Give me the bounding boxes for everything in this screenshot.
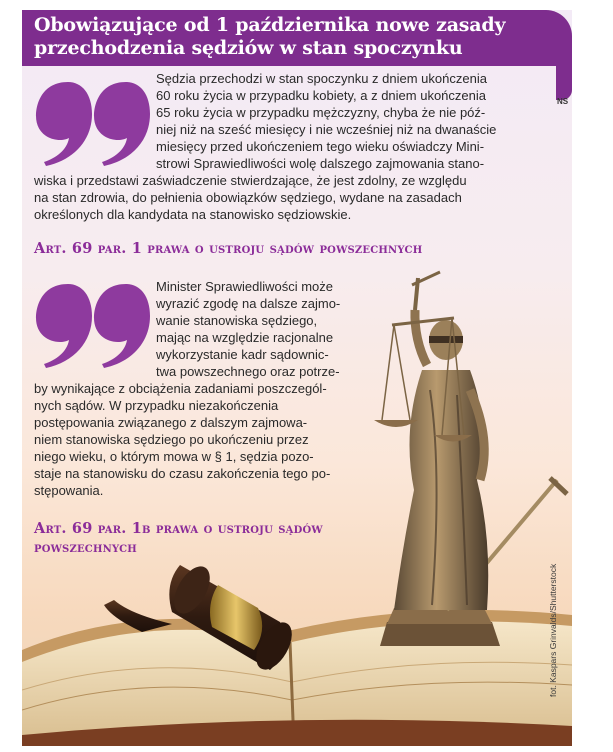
photo-credit: fot. Kaspars Grinvalds/Shutterstock bbox=[548, 563, 558, 697]
section-tag: NS bbox=[557, 97, 569, 106]
header-bar bbox=[22, 10, 572, 66]
quote-2-text bbox=[34, 278, 384, 499]
quote-1-line: strowi Sprawiedliwości wolę dalszego zajmowania stano- bbox=[156, 156, 485, 171]
quote-1-line: określonych dla kandydata na stanowisko sędziowskie. bbox=[34, 207, 352, 222]
quote-2-line: wyrazić zgodę na dalsze zajmo- bbox=[156, 296, 341, 311]
quote-2-line: Minister Sprawiedliwości może bbox=[156, 279, 333, 294]
quote-2-line: stępowania. bbox=[34, 483, 104, 498]
lady-justice-statue-image bbox=[374, 272, 567, 646]
quote-2-line: wanie stanowiska sędziego, bbox=[156, 313, 318, 328]
quote-1-line: Sędzia przechodzi w stan spoczynku z dniem ukończenia bbox=[156, 71, 487, 86]
quote-1-line: miesięcy przed ukończeniem tego wieku oświadczy Mini- bbox=[156, 139, 485, 154]
quote-2-line: wykorzystanie kadr sądownic- bbox=[156, 347, 329, 362]
quote-1-line: na stan zdrowia, do pełnienia obowiązków sędziego, wydane na zasadach bbox=[34, 190, 462, 205]
quote-2-line: nych sądów. W przypadku niezakończenia bbox=[34, 398, 279, 413]
quote-1-line: niej niż na sześć miesięcy i nie wcześniej niż na dwanaście bbox=[156, 122, 497, 137]
quote-2-line: niem stanowiska sędziego po ukończeniu przez bbox=[34, 432, 309, 447]
quote-2-source-line-2: powszechnych bbox=[34, 539, 137, 556]
quote-1-text bbox=[34, 70, 542, 223]
quote-2-line: mając na względzie racjonalne bbox=[156, 330, 334, 345]
quote-1-line: 60 roku życia w przypadku kobiety, a z dniem ukończenia bbox=[156, 88, 486, 103]
title-line-1: Obowiązujące od 1 października nowe zasady bbox=[34, 14, 506, 36]
quote-2-source-line-1: Art. 69 par. 1b prawa o ustroju sądów bbox=[34, 520, 323, 537]
quote-1-source: Art. 69 par. 1 prawa o ustroju sądów powszechnych bbox=[34, 240, 423, 257]
quote-2-line: postępowania związanego z dalszym zajmowa- bbox=[34, 415, 308, 430]
quote-2-line: by wynikające z obciążenia zadaniami poszczegól- bbox=[34, 381, 327, 396]
infographic-card bbox=[22, 10, 572, 746]
quote-2-line: staje na stanowisku do czasu zakończenia tego po- bbox=[34, 466, 331, 481]
quote-2-source bbox=[34, 519, 394, 557]
title-line-2: przechodzenia sędziów w stan spoczynku bbox=[34, 37, 463, 59]
side-tab bbox=[556, 62, 572, 100]
quote-2-line: twa powszechnego oraz potrze- bbox=[156, 364, 340, 379]
quote-1-line: wiska i przedstawi zaświadczenie stwierdzające, że jest zdolny, ze względu bbox=[34, 173, 467, 188]
page-title bbox=[22, 10, 572, 60]
quote-2-line: niego wieku, o którym mowa w § 1, sędzia pozo- bbox=[34, 449, 314, 464]
quote-1-line: 65 roku życia w przypadku mężczyzny, chyba że nie póź- bbox=[156, 105, 486, 120]
